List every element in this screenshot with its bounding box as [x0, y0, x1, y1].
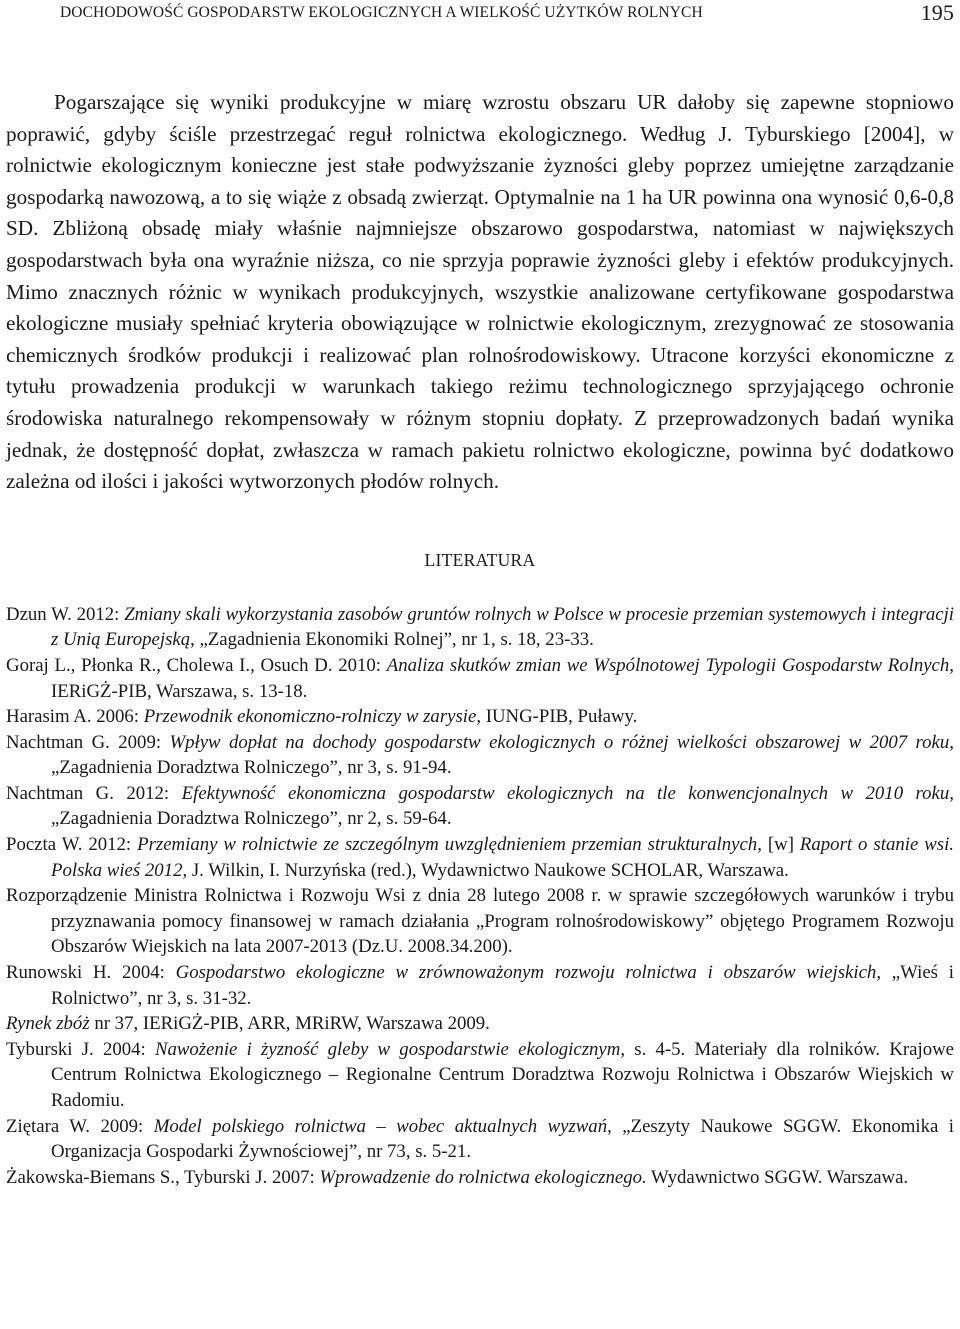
- reference-item: Poczta W. 2012: Przemiany w rolnictwie ze szczególnym uwzględnieniem przemian strukturalnych, [w] Raport o stanie wsi. Polska wieś 2012, J. Wilkin, I. Nurzyńska (red.), Wydawnictwo Naukowe SCHOLAR, Warszawa.: [6, 834, 954, 881]
- reference-item: Runowski H. 2004: Gospodarstwo ekologiczne w zrównoważonym rozwoju rolnictwa i obszarów wiejskich, „Wieś i Rolnictwo”, nr 3, s. 31-32.: [6, 962, 955, 1009]
- reference-item: Nachtman G. 2009: Wpływ dopłat na dochody gospodarstw ekologicznych o różnej wielkości obszarowej w 2007 roku, „Zagadnienia Doradztwa Rolniczego”, nr 3, s. 91-94.: [6, 731, 954, 779]
- reference-item: Harasim A. 2006: Przewodnik ekonomiczno-rolniczy w zarysie, IUNG-PIB, Puławy.: [6, 706, 638, 728]
- running-title: DOCHODOWOŚĆ GOSPODARSTW EKOLOGICZNYCH A WIELKOŚĆ UŻYTKÓW ROLNYCH: [60, 4, 703, 21]
- reference-list: [6, 602, 954, 1191]
- paragraph: Pogarszające się wyniki produkcyjne w miarę wzrostu obszaru UR dałoby się zapewne stopniowo poprawić, gdyby ściśle przestrzegać reguł rolnictwa ekologicznego. Według J. Tyburskiego [2004], w rolnictwie ekologicznym konieczne jest stałe podwyższanie żyzności gleby poprzez umiejętne zarządzanie gospodarką nawozową, a to się wiąże z obsadą zwierząt. Optymalnie na 1 ha UR powinna ona wynosić 0,6-0,8 SD. Zbliżoną obsadę miały właśnie najmniejsze obszarowo gospodarstwa, natomiast w największych gospodarstwach była ona wyraźnie niższa, co nie sprzyja poprawie żyzności gleby i efektów produkcyjnych. Mimo znacznych różnic w wynikach produkcyjnych, wszystkie analizowane certyfikowane gospodarstwa ekologiczne musiały spełniać kryteria obowiązujące w rolnictwie ekologicznym, zrezygnować ze stosowania chemicznych środków produkcji i realizować plan rolnośrodowiskowy. Utracone korzyści ekonomiczne z tytułu prowadzenia produkcji w warunkach takiego reżimu technologicznego sprzyjającego ochronie środowiska naturalnego rekompensowały w różnym stopniu dopłaty. Z przeprowadzonych badań wynika jednak, że dostępność dopłat, zwłaszcza w ramach pakietu rolnictwo ekologiczne, powinna być dodatkowo zależna od ilości i jakości wytworzonych płodów rolnych.: [6, 90, 954, 494]
- reference-item: Nachtman G. 2012: Efektywność ekonomiczna gospodarstw ekologicznych na tle konwencjonalnych w 2010 roku, „Zagadnienia Doradztwa Rolniczego”, nr 2, s. 59-64.: [6, 782, 954, 830]
- document-page: [6, 0, 954, 1190]
- reference-item: Żakowska-Biemans S., Tyburski J. 2007: Wprowadzenie do rolnictwa ekologicznego. Wydawnictwo SGGW. Warszawa.: [6, 1166, 909, 1188]
- reference-item: Goraj L., Płonka R., Cholewa I., Osuch D. 2010: Analiza skutków zmian we Wspólnotowej Typologii Gospodarstw Rolnych, IERiGŻ-PIB, Warszawa, s. 13-18.: [6, 654, 954, 702]
- literature-heading: LITERATURA: [424, 549, 536, 570]
- page-number: 195: [920, 0, 954, 25]
- body-text: [6, 87, 954, 498]
- reference-item: Rozporządzenie Ministra Rolnictwa i Rozwoju Wsi z dnia 28 lutego 2008 r. w sprawie szczegółowych warunków i trybu przyznawania pomocy finansowej w ramach działania „Program rolnośrodowiskowy” objętego Programem Rozwoju Obszarów Wiejskich na lata 2007-2013 (Dz.U. 2008.34.200).: [6, 885, 954, 958]
- reference-item: Ziętara W. 2009: Model polskiego rolnictwa – wobec aktualnych wyzwań, „Zeszyty Naukowe SGGW. Ekonomika i Organizacja Gospodarki Żywnościowej”, nr 73, s. 5-21.: [6, 1115, 954, 1163]
- reference-item: Tyburski J. 2004: Nawożenie i żyzność gleby w gospodarstwie ekologicznym, s. 4-5. Materiały dla rolników. Krajowe Centrum Rolnictwa Ekologicznego – Regionalne Centrum Doradztwa Rozwoju Rolnictwa i Obszarów Wiejskich w Radomiu.: [6, 1038, 955, 1111]
- reference-item: Rynek zbóż nr 37, IERiGŻ-PIB, ARR, MRiRW, Warszawa 2009.: [6, 1013, 490, 1035]
- running-header: [6, 0, 954, 40]
- reference-item: Dzun W. 2012: Zmiany skali wykorzystania zasobów gruntów rolnych w Polsce w procesie przemian systemowych i integracji z Unią Europejską, „Zagadnienia Ekonomiki Rolnej”, nr 1, s. 18, 23-33.: [6, 603, 955, 651]
